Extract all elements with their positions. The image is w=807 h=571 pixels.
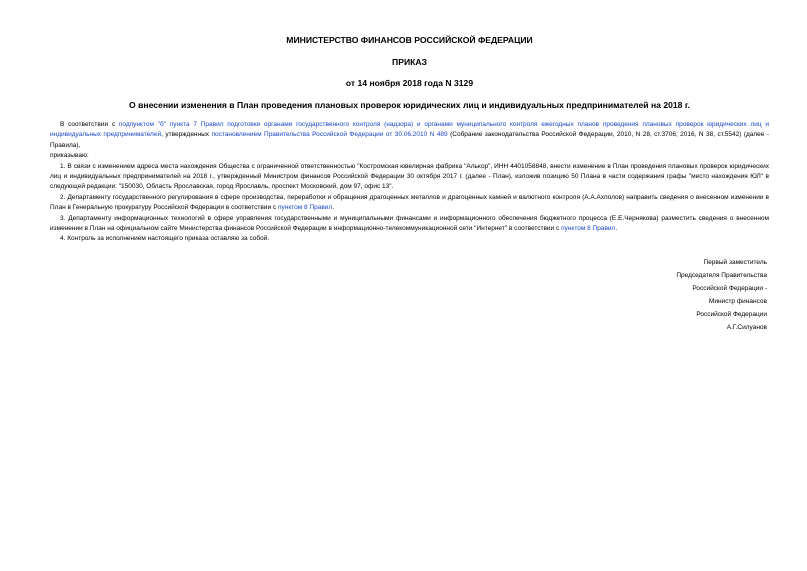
order-item-text: . [615,225,618,233]
order-item-2 [50,193,769,214]
rules-subpoint-link[interactable]: подпунктом "б" пункта 7 Правил подготовки органами государственного контроля (надзора) и органами муниципального контроля ежегодных планов проведения плановых проверок юридических лиц и индивидуальных предпринимателей [50,121,769,139]
order-item-text: 3. Департаменту информационных технологий в сфере управления государственными и муниципальными финансами и информационного обеспечения бюджетного процесса (Е.Е.Чернякова) разместить сведения о внесенном изменении в План на официальном сайте Министерства финансов Российской Федерации в информационно-телекоммуникационной сети "Интернет" в соответствии с [50,214,769,233]
signature-line: Российской Федерации - [692,284,767,292]
rules-point-8-link[interactable]: пунктом 8 Правил [561,225,616,233]
order-item-3 [50,214,769,235]
government-decree-link[interactable]: постановлением Правительства Российской Федерации от 30.06.2010 N 489 [211,131,448,139]
preamble-text: (Собрание законодательства Российской Федерации, 2010, N 28, ст.3706; 2016, N 38, ст.5542) (далее - Правила), [50,131,769,149]
signatory-name: А.Г.Силуанов [726,323,767,331]
signature-line: Первый заместитель [703,258,767,266]
preamble-text: , утвержденных [161,131,212,139]
preamble-paragraph [50,120,769,151]
signature-line: Министр финансов [708,297,767,305]
document-title: О внесении изменения в План проведения плановых проверок юридических лиц и индивидуальных предпринимателей на 2018 г. [129,100,690,110]
order-item-4: 4. Контроль за исполнением настоящего приказа оставляю за собой. [60,235,270,243]
signature-line: Председателя Правительства [676,271,767,279]
ministry-heading: МИНИСТЕРСТВО ФИНАНСОВ РОССИЙСКОЙ ФЕДЕРАЦИИ [286,35,533,45]
signature-block [50,256,769,334]
order-item-text: . [332,204,335,212]
rules-point-8-link[interactable]: пунктом 8 Правил [277,204,333,212]
signature-line: Российской Федерации [696,310,767,318]
preamble-text: В соответствии с [60,121,119,128]
document-date-number: от 14 ноября 2018 года N 3129 [345,78,474,88]
order-item-text: 2. Департаменту государственного регулирования в сфере производства, переработки и обращения драгоценных металлов и драгоценных камней и валютного контроля (А.А.Ахполов) направить сведения о внесенном изменении в План в Генеральную прокуратуру Российской Федерации в соответствии с [50,193,769,212]
document-body [50,120,769,245]
order-word: приказываю: [50,152,89,160]
document-type-heading: ПРИКАЗ [392,57,427,67]
order-item-1: 1. В связи с изменением адреса места нахождения Общества с ограниченной ответственностью "Костромская ювелирная фабрика "Алькор", ИНН 4401058848, внести изменение в План проведения плановых проверок юридических лиц и индивидуальных предпринимателей на 2018 г., утвержденный Министром финансов Российской Федерации 30 октября 2017 г. (далее - План), изложив позицию 50 Плана в части содержания графы "место нахождения ЮЛ" в следующей редакции: "150030, Область Ярославская, город Ярославль, проспект Московский, дом 97, офис 13". [50,162,769,191]
